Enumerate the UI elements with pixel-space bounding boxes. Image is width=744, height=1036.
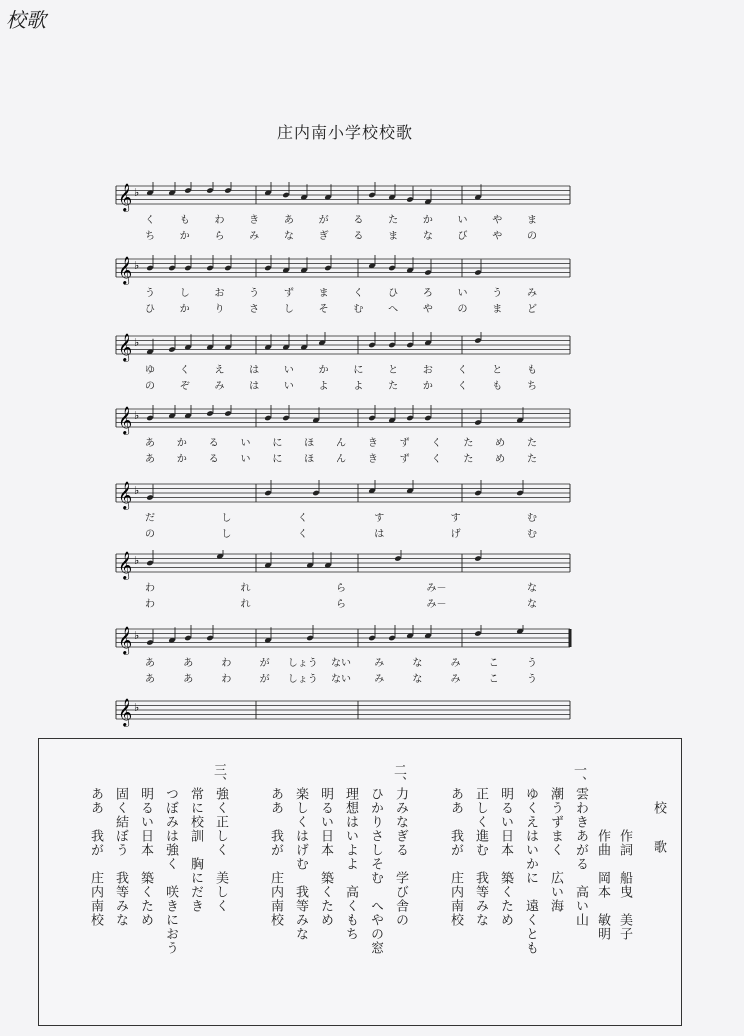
- lyric-syllable: わ: [221, 674, 232, 685]
- lyric-syllable: た: [527, 438, 537, 449]
- lyric-syllable: し: [179, 288, 190, 299]
- lyric-syllable: う: [249, 288, 260, 299]
- lyric-syllable: の: [145, 381, 155, 392]
- verse-line: 強く正しく 美しく: [213, 787, 228, 913]
- lyric-syllable: み: [214, 381, 225, 392]
- lyric-syllable: な: [412, 674, 423, 685]
- verse-number: 一、: [571, 763, 586, 789]
- lyric-syllable: ない: [331, 674, 351, 685]
- verse-line: ああ 我が 庄内南校: [448, 787, 463, 927]
- lyric-syllable: わ: [221, 658, 232, 669]
- lyric-syllable: が: [259, 658, 270, 669]
- treble-clef-icon: 𝄞: [118, 183, 133, 211]
- lyric-syllable: しょう: [287, 674, 318, 685]
- lyric-syllable: ひ: [388, 288, 399, 299]
- lyric-syllable: は: [249, 365, 260, 376]
- flat-sign-icon: ♭: [134, 629, 140, 642]
- lyric-syllable: ら: [336, 599, 346, 610]
- lyric-syllable: し: [221, 513, 232, 524]
- lyric-syllable: は: [249, 381, 260, 392]
- lyric-syllable: あ: [145, 658, 155, 669]
- lyric-syllable: し: [221, 529, 232, 540]
- lyric-syllable: く: [297, 513, 308, 524]
- lyric-syllable: と: [388, 365, 399, 376]
- lyric-syllable: の: [527, 231, 537, 242]
- lyric-syllable: い: [457, 288, 468, 299]
- lyric-syllable: ら: [214, 231, 225, 242]
- lyric-syllable: し: [283, 304, 294, 315]
- score-lyric-line: [0, 303, 744, 317]
- verse-line: 明るい日本 築くため: [498, 787, 513, 927]
- lyric-syllable: め: [495, 454, 506, 465]
- lyric-syllable: た: [388, 215, 399, 226]
- staff: [0, 550, 744, 580]
- lyric-syllable: な: [283, 231, 294, 242]
- lyric-syllable: さ: [249, 304, 260, 315]
- lyric-syllable: う: [527, 674, 537, 685]
- flat-sign-icon: ♭: [134, 186, 140, 199]
- lyric-syllable: た: [463, 454, 474, 465]
- verse-line: 正しく進む 我等みな: [473, 787, 488, 927]
- verse-line: 常に校訓 胸にだき: [188, 787, 203, 913]
- lyric-syllable: ど: [527, 304, 537, 315]
- lyric-syllable: ず: [399, 454, 410, 465]
- lyric-syllable: れ: [240, 583, 251, 594]
- lyricist-credit: 作詞 船曳 美子: [617, 829, 632, 941]
- flat-sign-icon: ♭: [134, 701, 140, 714]
- lyric-syllable: な: [527, 599, 537, 610]
- lyric-syllable: が: [259, 674, 270, 685]
- score-lyric-line: [0, 437, 744, 451]
- lyric-syllable: か: [422, 381, 433, 392]
- verse-line: ひかりさしそむ へやの窓: [368, 787, 383, 955]
- lyric-syllable: か: [318, 365, 329, 376]
- lyric-syllable: み: [450, 674, 461, 685]
- staff: [0, 480, 744, 510]
- lyric-syllable: ち: [145, 231, 155, 242]
- verse-line: つぼみは強く 咲きにおう: [163, 787, 178, 955]
- lyric-syllable: よ: [353, 381, 364, 392]
- lyric-syllable: く: [431, 454, 442, 465]
- lyric-syllable: か: [176, 438, 187, 449]
- lyric-syllable: に: [353, 365, 364, 376]
- lyric-syllable: あ: [183, 674, 194, 685]
- lyric-syllable: に: [272, 454, 283, 465]
- lyric-syllable: お: [214, 288, 225, 299]
- verse-line: ゆくえはいかに 遠くとも: [523, 787, 538, 955]
- lyric-syllable: しょう: [287, 658, 318, 669]
- lyric-syllable: み－: [426, 599, 447, 610]
- verse-line: 雲わきあがる 高い山: [573, 787, 588, 927]
- lyric-syllable: ず: [283, 288, 294, 299]
- lyric-syllable: な: [527, 583, 537, 594]
- lyric-syllable: く: [297, 529, 308, 540]
- lyric-syllable: や: [492, 215, 503, 226]
- lyric-syllable: ろ: [422, 288, 433, 299]
- lyric-syllable: ほ: [304, 454, 315, 465]
- score-lyric-line: [0, 287, 744, 301]
- lyric-syllable: み: [374, 658, 385, 669]
- lyric-syllable: い: [240, 454, 251, 465]
- lyric-syllable: む: [353, 304, 364, 315]
- lyric-syllable: む: [527, 529, 537, 540]
- lyric-syllable: わ: [145, 583, 155, 594]
- lyric-syllable: あ: [183, 658, 194, 669]
- lyric-syllable: ん: [336, 454, 346, 465]
- flat-sign-icon: ♭: [134, 484, 140, 497]
- flat-sign-icon: ♭: [134, 259, 140, 272]
- lyric-syllable: れ: [240, 599, 251, 610]
- lyric-syllable: も: [179, 215, 190, 226]
- treble-clef-icon: 𝄞: [118, 626, 133, 654]
- lyric-syllable: や: [422, 304, 433, 315]
- score-lyric-line: [0, 657, 744, 671]
- lyric-syllable: か: [179, 304, 190, 315]
- treble-clef-icon: 𝄞: [118, 406, 133, 434]
- lyric-syllable: く: [353, 288, 364, 299]
- lyric-syllable: る: [208, 438, 219, 449]
- score-lyric-line: [0, 364, 744, 378]
- lyric-syllable: ん: [336, 438, 346, 449]
- lyric-syllable: い: [457, 215, 468, 226]
- lyric-syllable: ち: [527, 381, 537, 392]
- verse-line: 明るい日本 築くため: [138, 787, 153, 927]
- score-lyric-line: [0, 512, 744, 526]
- lyric-syllable: み－: [426, 583, 447, 594]
- lyric-syllable: る: [208, 454, 219, 465]
- lyric-syllable: み: [249, 231, 260, 242]
- lyric-syllable: こ: [488, 674, 499, 685]
- verse-line: ああ 我が 庄内南校: [88, 787, 103, 927]
- verse-number: 二、: [391, 763, 406, 789]
- staff: [0, 182, 744, 212]
- lyric-syllable: は: [374, 529, 385, 540]
- lyric-syllable: る: [353, 231, 364, 242]
- lyric-syllable: く: [457, 365, 468, 376]
- verse-line: 固く結ぼう 我等みな: [113, 787, 128, 927]
- staff: [0, 255, 744, 285]
- lyric-syllable: た: [388, 381, 399, 392]
- lyric-syllable: た: [527, 454, 537, 465]
- treble-clef-icon: 𝄞: [118, 333, 133, 361]
- lyric-syllable: あ: [145, 454, 155, 465]
- lyric-syllable: か: [422, 215, 433, 226]
- lyric-syllable: わ: [214, 215, 225, 226]
- lyric-syllable: え: [214, 365, 225, 376]
- verse-line: 楽しくはげむ 我等みな: [293, 787, 308, 941]
- score-lyric-line: [0, 528, 744, 542]
- header-label: 校歌: [6, 8, 46, 32]
- lyric-syllable: ま: [492, 304, 503, 315]
- lyric-syllable: だ: [145, 513, 155, 524]
- lyric-syllable: か: [179, 231, 190, 242]
- score-lyric-line: [0, 598, 744, 612]
- verse-line: 理想はいよよ 高くもち: [343, 787, 358, 941]
- verse-line: ああ 我が 庄内南校: [268, 787, 283, 927]
- flat-sign-icon: ♭: [134, 409, 140, 422]
- lyric-syllable: な: [422, 231, 433, 242]
- lyric-syllable: げ: [450, 529, 461, 540]
- lyric-syllable: に: [272, 438, 283, 449]
- lyric-syllable: き: [249, 215, 260, 226]
- lyric-syllable: く: [431, 438, 442, 449]
- lyric-syllable: ま: [527, 215, 537, 226]
- lyric-syllable: く: [145, 215, 155, 226]
- lyric-syllable: お: [422, 365, 433, 376]
- lyric-syllable: た: [463, 438, 474, 449]
- lyric-syllable: め: [495, 438, 506, 449]
- verse-line: 明るい日本 築くため: [318, 787, 333, 927]
- score-lyric-line: [0, 380, 744, 394]
- score-lyric-line: [0, 582, 744, 596]
- lyric-syllable: の: [457, 304, 468, 315]
- lyric-syllable: む: [527, 513, 537, 524]
- staff: [0, 405, 744, 435]
- lyric-syllable: こ: [488, 658, 499, 669]
- lyric-syllable: き: [367, 438, 378, 449]
- lyric-syllable: ぞ: [179, 381, 190, 392]
- lyric-syllable: み: [450, 658, 461, 669]
- lyric-syllable: の: [145, 529, 155, 540]
- lyric-syllable: み: [527, 288, 537, 299]
- lyric-syllable: り: [214, 304, 225, 315]
- lyric-syllable: も: [492, 381, 503, 392]
- verse-number: 三、: [211, 763, 226, 789]
- song-title: 庄内南小学校校歌: [276, 123, 413, 142]
- lyric-syllable: ゆ: [145, 365, 155, 376]
- lyric-syllable: み: [374, 674, 385, 685]
- lyric-syllable: く: [457, 381, 468, 392]
- lyric-syllable: そ: [318, 304, 329, 315]
- flat-sign-icon: ♭: [134, 554, 140, 567]
- score-lyric-line: [0, 453, 744, 467]
- lyric-syllable: ま: [318, 288, 329, 299]
- score-lyric-line: [0, 673, 744, 687]
- lyric-syllable: す: [374, 513, 385, 524]
- lyric-syllable: う: [492, 288, 503, 299]
- lyric-syllable: も: [527, 365, 537, 376]
- lyric-syllable: ひ: [145, 304, 155, 315]
- lyric-syllable: う: [527, 658, 537, 669]
- lyric-syllable: ま: [388, 231, 399, 242]
- lyric-syllable: な: [412, 658, 423, 669]
- lyric-syllable: や: [492, 231, 503, 242]
- treble-clef-icon: 𝄞: [118, 698, 133, 726]
- lyric-syllable: う: [145, 288, 155, 299]
- lyric-syllable: い: [283, 381, 294, 392]
- score-lyric-line: [0, 230, 744, 244]
- treble-clef-icon: 𝄞: [118, 551, 133, 579]
- lyric-syllable: び: [457, 231, 468, 242]
- lyric-syllable: か: [176, 454, 187, 465]
- lyrics-box: [38, 738, 682, 1026]
- treble-clef-icon: 𝄞: [118, 481, 133, 509]
- lyric-syllable: く: [179, 365, 190, 376]
- composer-credit: 作曲 岡本 敏明: [595, 829, 610, 941]
- lyric-syllable: す: [450, 513, 461, 524]
- lyric-syllable: が: [318, 215, 329, 226]
- lyric-syllable: い: [283, 365, 294, 376]
- staff: [0, 625, 744, 655]
- lyric-syllable: へ: [388, 304, 399, 315]
- treble-clef-icon: 𝄞: [118, 256, 133, 284]
- lyrics-title: 校歌: [651, 801, 666, 879]
- lyric-syllable: ぎ: [318, 231, 329, 242]
- staff: [0, 332, 744, 362]
- lyric-syllable: ほ: [304, 438, 315, 449]
- lyric-syllable: ない: [331, 658, 351, 669]
- lyric-syllable: る: [353, 215, 364, 226]
- staff: [0, 697, 744, 727]
- lyric-syllable: わ: [145, 599, 155, 610]
- lyric-syllable: あ: [283, 215, 294, 226]
- lyric-syllable: と: [492, 365, 503, 376]
- verse-line: 力みなぎる 学び舎の: [393, 787, 408, 927]
- lyric-syllable: ず: [399, 438, 410, 449]
- lyric-syllable: き: [367, 454, 378, 465]
- lyric-syllable: よ: [318, 381, 329, 392]
- lyric-syllable: あ: [145, 674, 155, 685]
- flat-sign-icon: ♭: [134, 336, 140, 349]
- score-lyric-line: [0, 214, 744, 228]
- verse-line: 潮うずまく 広い海: [548, 787, 563, 913]
- lyric-syllable: い: [240, 438, 251, 449]
- lyric-syllable: ら: [336, 583, 346, 594]
- lyric-syllable: あ: [145, 438, 155, 449]
